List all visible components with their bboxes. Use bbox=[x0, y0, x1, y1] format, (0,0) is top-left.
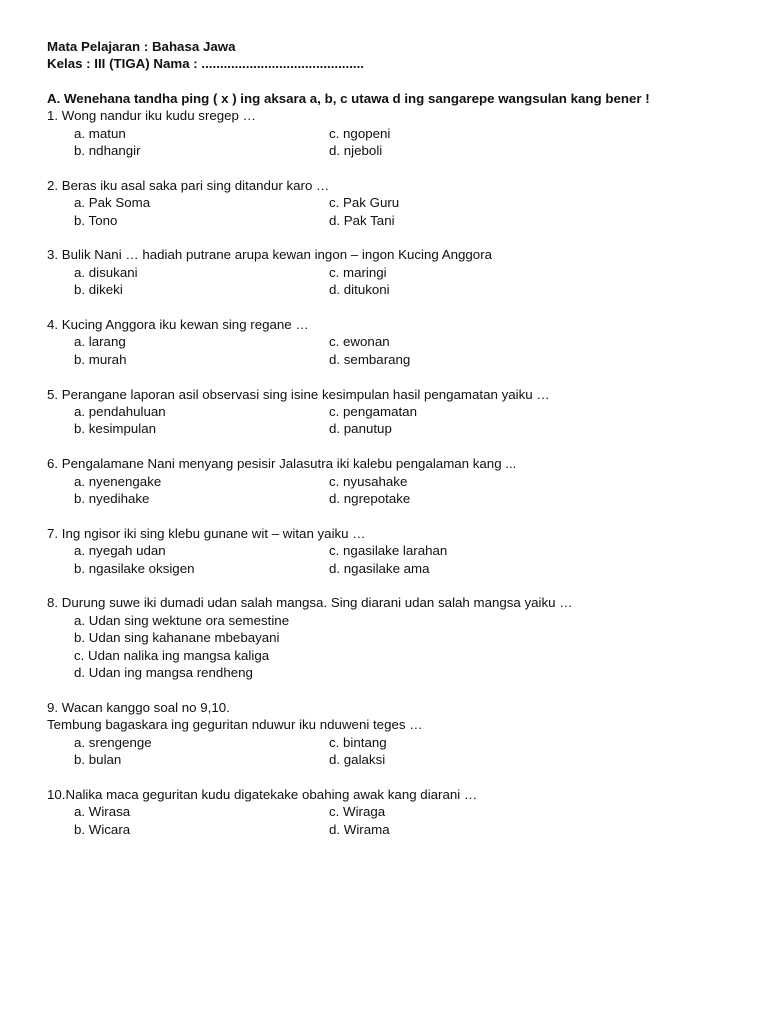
answer-options bbox=[47, 403, 727, 438]
question-text: 1. Wong nandur iku kudu sregep … bbox=[47, 108, 256, 124]
question-item bbox=[47, 699, 727, 769]
subject-line: Mata Pelajaran : Bahasa Jawa bbox=[47, 39, 236, 54]
answer-option: d. Pak Tani bbox=[329, 212, 395, 228]
answer-options bbox=[47, 473, 727, 508]
question-text: 10.Nalika maca geguritan kudu digatekake obahing awak kang diarani … bbox=[47, 786, 478, 802]
question-text: 7. Ing ngisor iki sing klebu gunane wit – witan yaiku … bbox=[47, 525, 366, 541]
answer-option: c. Udan nalika ing mangsa kaliga bbox=[74, 647, 270, 663]
answer-option: a. matun bbox=[74, 125, 126, 141]
answer-option: c. ngopeni bbox=[329, 125, 391, 141]
answer-option: a. larang bbox=[74, 334, 126, 350]
answer-option: c. Wiraga bbox=[329, 804, 386, 820]
answer-option: d. Wirama bbox=[329, 821, 390, 837]
answer-option: a. nyegah udan bbox=[74, 543, 166, 559]
answer-option: b. ngasilake oksigen bbox=[74, 560, 195, 576]
answer-option: d. ditukoni bbox=[329, 282, 390, 298]
answer-option: a. disukani bbox=[74, 264, 138, 280]
question-subtext: Tembung bagaskara ing geguritan nduwur iku nduweni teges … bbox=[47, 717, 423, 733]
question-item bbox=[47, 316, 727, 368]
answer-option: b. Tono bbox=[74, 212, 118, 228]
answer-option: a. Wirasa bbox=[74, 804, 131, 820]
question-item bbox=[47, 455, 727, 507]
answer-options bbox=[47, 542, 727, 577]
answer-option: d. ngrepotake bbox=[329, 491, 411, 507]
question-item bbox=[47, 786, 727, 838]
class-name-line: Kelas : III (TIGA) Nama : ............................................ bbox=[47, 56, 364, 72]
answer-option: a. Pak Soma bbox=[74, 195, 151, 211]
answer-options bbox=[47, 125, 727, 160]
question-text: 4. Kucing Anggora iku kewan sing regane … bbox=[47, 317, 309, 333]
question-text: 8. Durung suwe iki dumadi udan salah mangsa. Sing diarani udan salah mangsa yaiku … bbox=[47, 595, 573, 611]
question-item bbox=[47, 107, 727, 159]
answer-option: b. bulan bbox=[74, 752, 122, 768]
answer-option: b. Udan sing kahanane mbebayani bbox=[74, 630, 280, 646]
answer-option: d. ngasilake ama bbox=[329, 560, 430, 576]
question-item bbox=[47, 177, 727, 229]
section-instruction: A. Wenehana tandha ping ( x ) ing aksara a, b, c utawa d ing sangarepe wangsulan kang bener ! bbox=[47, 90, 650, 106]
question-text: 9. Wacan kanggo soal no 9,10. bbox=[47, 699, 230, 715]
answer-option: b. ndhangir bbox=[74, 143, 141, 159]
answer-option: d. panutup bbox=[329, 421, 392, 437]
question-text: 3. Bulik Nani … hadiah putrane arupa kewan ingon – ingon Kucing Anggora bbox=[47, 247, 493, 263]
answer-option: a. Udan sing wektune ora semestine bbox=[74, 612, 290, 628]
question-text: 2. Beras iku asal saka pari sing ditandur karo … bbox=[47, 177, 330, 193]
answer-option: a. nyenengake bbox=[74, 473, 162, 489]
question-text: 5. Perangane laporan asil observasi sing isine kesimpulan hasil pengamatan yaiku … bbox=[47, 386, 550, 402]
answer-options bbox=[47, 803, 727, 838]
question-item bbox=[47, 594, 727, 681]
answer-option: c. pengamatan bbox=[329, 404, 417, 420]
question-list bbox=[47, 107, 727, 838]
question-item bbox=[47, 386, 727, 438]
answer-options bbox=[47, 333, 727, 368]
answer-option: c. Pak Guru bbox=[329, 195, 400, 211]
answer-option: b. dikeki bbox=[74, 282, 123, 298]
question-text: 6. Pengalamane Nani menyang pesisir Jalasutra iki kalebu pengalaman kang ... bbox=[47, 456, 517, 472]
answer-option: c. ngasilake larahan bbox=[329, 543, 448, 559]
answer-option: d. njeboli bbox=[329, 143, 383, 159]
answer-option: d. galaksi bbox=[329, 752, 386, 768]
question-item bbox=[47, 246, 727, 298]
answer-options bbox=[47, 612, 727, 682]
answer-option: b. nyedihake bbox=[74, 491, 150, 507]
answer-option: c. nyusahake bbox=[329, 473, 408, 489]
answer-options bbox=[47, 194, 727, 229]
answer-option: b. Wicara bbox=[74, 821, 131, 837]
answer-option: c. bintang bbox=[329, 734, 387, 750]
answer-option: b. murah bbox=[74, 351, 127, 367]
answer-option: d. sembarang bbox=[329, 351, 411, 367]
answer-option: b. kesimpulan bbox=[74, 421, 157, 437]
answer-option: d. Udan ing mangsa rendheng bbox=[74, 665, 253, 681]
answer-option: a. pendahuluan bbox=[74, 404, 166, 420]
answer-option: a. srengenge bbox=[74, 734, 152, 750]
answer-option: c. ewonan bbox=[329, 334, 390, 350]
question-item bbox=[47, 525, 727, 577]
answer-option: c. maringi bbox=[329, 264, 387, 280]
answer-options bbox=[47, 734, 727, 769]
answer-options bbox=[47, 264, 727, 299]
